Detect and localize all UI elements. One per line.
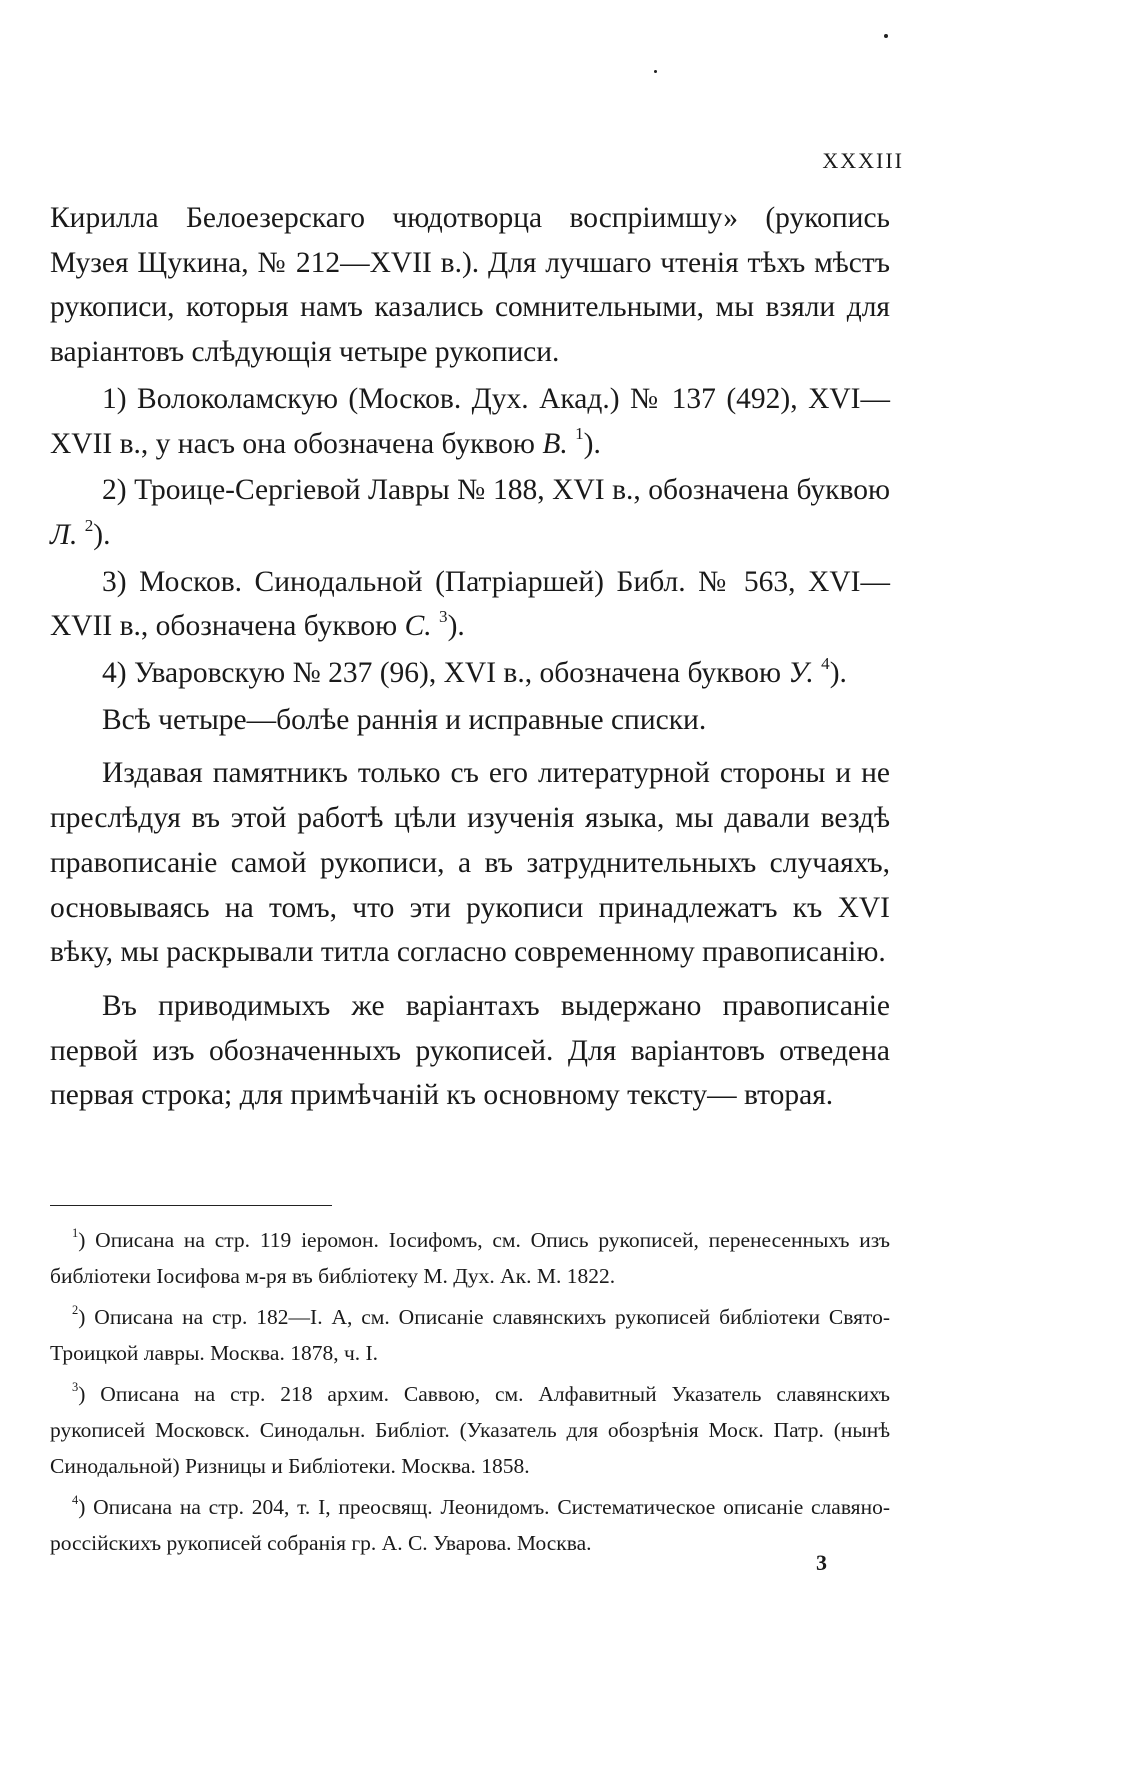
footnote-marker: 3 (72, 1379, 79, 1394)
footnote-divider (50, 1205, 332, 1206)
manuscript-item-3: 3) Москов. Синодальной (Патріаршей) Библ. № 563, XVI—XVII в., обозначена буквою С. $^3$). (50, 565, 890, 643)
siglum-letter: С. (404, 610, 432, 643)
footnote-ref: 4 (821, 653, 830, 673)
footnote-ref: 1 (575, 424, 584, 444)
manuscript-item-1: 1) Волоколамскую (Москов. Дух. Акад.) № 137 (492), XVI—XVII в., у насъ она обозначена буквою В. $^1$). (50, 382, 890, 460)
footnote-ref: 2 (84, 515, 94, 535)
printer-signature-mark: 3 (816, 1550, 827, 1575)
main-text (50, 196, 890, 1118)
paragraph-editing: Издавая памятникъ только съ его литературной стороны и не преслѣдуя въ этой работѣ цѣли изученія языка, мы давали вездѣ правописаніе самой рукописи, а въ затруднительныхъ случаяхъ, основываясь на томъ, что эти рукописи принадлежатъ къ XVI вѣку, мы раскрывали титла согласно современному правописанію. (50, 757, 890, 969)
footnote-4: $^4$) Описана на стр. 204, т. I, преосвящ. Леонидомъ. Систематическое описаніе славяно-россійскихъ рукописей собранія гр. А. С. Уварова. Москва. (50, 1492, 890, 1555)
paragraph-all-four: Всѣ четыре—болѣе раннія и исправные списки. (102, 703, 707, 736)
print-speck (654, 70, 657, 73)
footnote-2: $^2$) Описана на стр. 182—I. А, см. Описаніе славянскихъ рукописей библіотеки Свято-Троицкой лавры. Москва. 1878, ч. I. (50, 1302, 890, 1365)
page-number-roman: XXXIII (822, 148, 904, 173)
manuscript-item-2: 2) Троице-Сергіевой Лавры № 188, XVI в., обозначена буквою Л. $^2$). (50, 474, 890, 551)
print-speck (884, 34, 888, 38)
footnote-marker: 2 (72, 1302, 79, 1317)
siglum-letter: В. (542, 427, 568, 460)
footnote-3: $^3$) Описана на стр. 218 архим. Саввою, см. Алфавитный Указатель славянскихъ рукописей Московск. Синодальн. Библіот. (Указатель для обозрѣнія Моск. Патр. (нынѣ Синодальной) Ризницы и Библіотеки. Москва. 1858. (50, 1379, 890, 1478)
siglum-letter: У. (788, 657, 814, 690)
footnotes (50, 1222, 890, 1561)
footnote-ref: 3 (439, 606, 448, 626)
siglum-letter: Л. (50, 518, 78, 551)
paragraph-variants: Въ приводимыхъ же варіантахъ выдержано правописаніе первой изъ обозначенныхъ рукописей. Для варіантовъ отведена первая строка; для примѣчаній къ основному тексту— вторая. (50, 989, 890, 1112)
paragraph-intro: Кирилла Белоезерскаго чюдотворца воспріимшу» (рукопись Музея Щукина, № 212—XVII в.). Для лучшаго чтенія тѣхъ мѣстъ рукописи, которыя намъ казались сомнительными, мы взяли для варіантовъ слѣдующія четыре рукописи. (50, 202, 890, 369)
manuscript-item-4: 4) Уваровскую № 237 (96), XVI в., обозначена буквою У. $^4$). (102, 653, 847, 690)
footnote-marker: 1 (72, 1225, 79, 1240)
footnote-1: $^1$) Описана на стр. 119 іеромон. Іосифомъ, см. Опись рукописей, перенесенныхъ изъ библіотеки Іосифова м-ря въ библіотеку М. Дух. Ак. М. 1822. (50, 1225, 890, 1288)
footnote-marker: 4 (72, 1492, 79, 1507)
